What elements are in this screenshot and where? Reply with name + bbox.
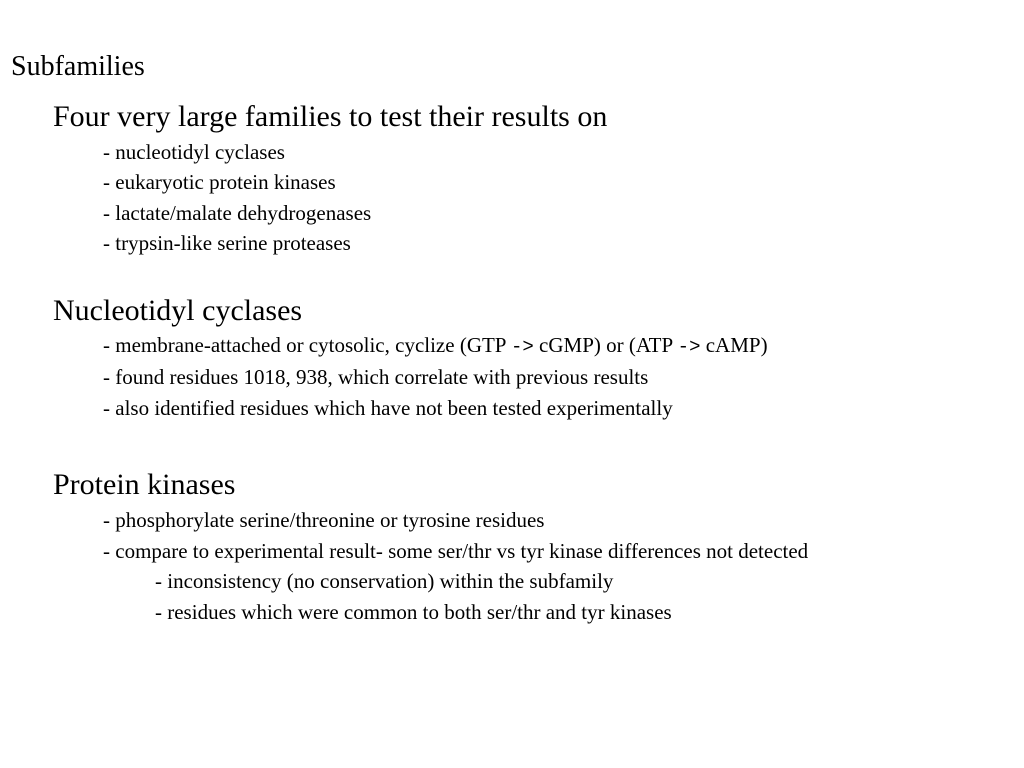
section-heading-families: Four very large families to test their results on xyxy=(53,100,608,133)
bullet-protein-kinases: - eukaryotic protein kinases xyxy=(103,170,336,194)
bullet-text-part: cAMP) xyxy=(700,333,768,357)
slide-title: Subfamilies xyxy=(11,51,145,82)
bullet-found-residues: - found residues 1018, 938, which correlate with previous results xyxy=(103,365,649,389)
bullet-compare-experimental: - compare to experimental result- some ser/thr vs tyr kinase differences not detected xyxy=(103,539,809,563)
bullet-membrane-attached xyxy=(103,335,768,357)
bullet-phosphorylate: - phosphorylate serine/threonine or tyrosine residues xyxy=(103,508,545,532)
subbullet-common-residues: - residues which were common to both ser/thr and tyr kinases xyxy=(155,600,672,624)
bullet-dehydrogenases: - lactate/malate dehydrogenases xyxy=(103,201,372,225)
section-heading-protein-kinases: Protein kinases xyxy=(53,468,236,501)
bullet-text-part: - membrane-attached or cytosolic, cyclize (GTP xyxy=(103,333,511,357)
bullet-untested-residues: - also identified residues which have not been tested experimentally xyxy=(103,396,673,420)
bullet-nucleotidyl-cyclases: - nucleotidyl cyclases xyxy=(103,140,285,164)
subbullet-inconsistency: - inconsistency (no conservation) within the subfamily xyxy=(155,569,614,593)
bullet-text-part: cGMP) or (ATP xyxy=(533,333,678,357)
section-heading-nucleotidyl-cyclases: Nucleotidyl cyclases xyxy=(53,294,303,327)
arrow-symbol: -> xyxy=(677,336,701,358)
bullet-serine-proteases: - trypsin-like serine proteases xyxy=(103,231,351,255)
arrow-symbol: -> xyxy=(510,336,534,358)
